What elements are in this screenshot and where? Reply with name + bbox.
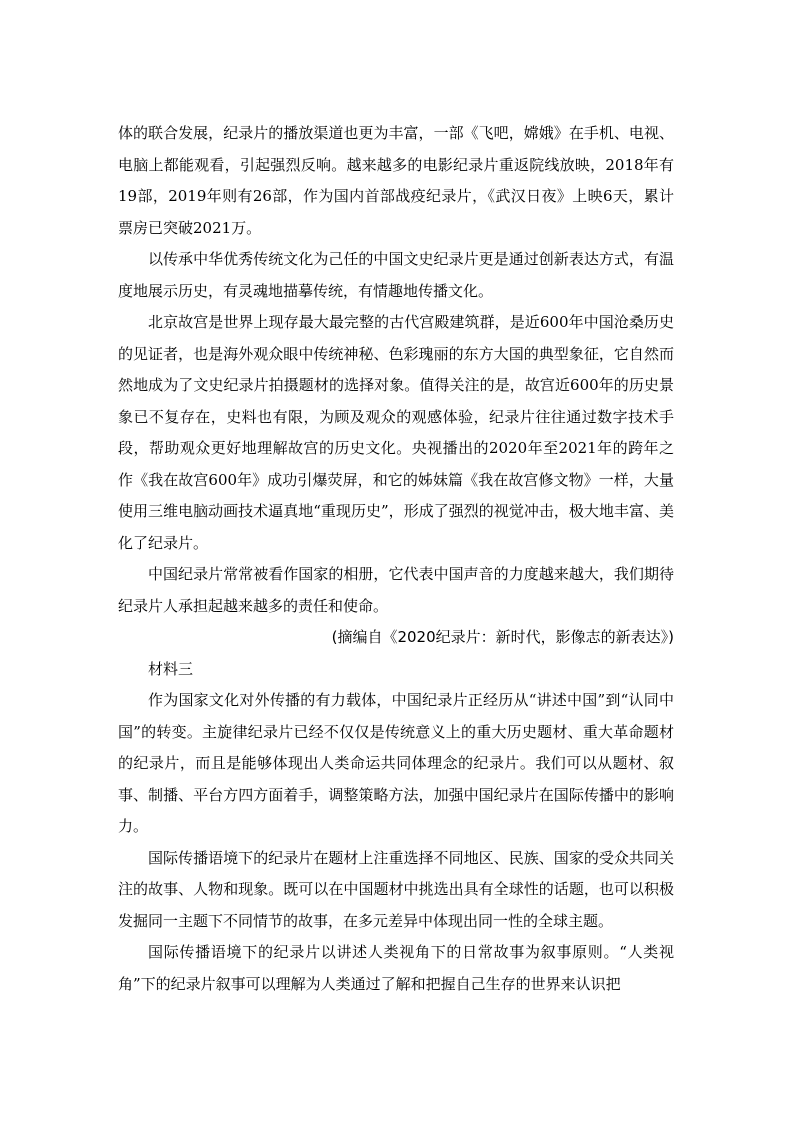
paragraph: 北京故宫是世界上现存最大最完整的古代宫殿建筑群，是近600年中国沧桑历史的见证者，也是海外观众眼中传统神秘、色彩瑰丽的东方大国的典型象征，它自然而然地成为了文史纪录片拍摄题材的选择对象。值得关注的是，故宫近600年的历史景象已不复存在，史料也有限，为顾及观众的观感体验，纪录片往往通过数字技术手段，帮助观众更好地理解故宫的历史文化。央视播出的2020年至2021年的跨年之作《我在故宫600年》成功引爆荧屏，和它的姊妹篇《我在故宫修文物》一样，大量使用三维电脑动画技术逼真地“重现历史”，形成了强烈的视觉冲击，极大地丰富、美化了纪录片。 xyxy=(118,313,674,552)
paragraph: 作为国家文化对外传播的有力载体，中国纪录片正经历从“讲述中国”到“认同中国”的转变。主旋律纪录片已经不仅仅是传统意义上的重大历史题材、重大革命题材的纪录片，而且是能够体现出人类命运共同体理念的纪录片。我们可以从题材、叙事、制播、平台方四方面着手，调整策略方法，加强中国纪录片在国际传播中的影响力。 xyxy=(118,691,674,835)
paragraph: 中国纪录片常常被看作国家的相册，它代表中国声音的力度越来越大，我们期待纪录片人承担起越来越多的责任和使命。 xyxy=(118,565,674,615)
document-body xyxy=(118,118,674,1000)
paragraph: 以传承中华优秀传统文化为己任的中国文史纪录片更是通过创新表达方式，有温度地展示历史，有灵魂地描摹传统，有情趣地传播文化。 xyxy=(118,250,674,300)
paragraph-continued: 体的联合发展，纪录片的播放渠道也更为丰富，一部《飞吧，嫦娥》在手机、电视、电脑上都能观看，引起强烈反响。越来越多的电影纪录片重返院线放映，2018年有19部，2019年则有26部，作为国内首部战疫纪录片，《武汉日夜》上映6天，累计票房已突破2021万。 xyxy=(118,124,674,237)
section-heading: 材料三 xyxy=(148,659,194,678)
source-citation: (摘编自《2020纪录片：新时代，影像志的新表达》) xyxy=(331,628,674,646)
paragraph: 国际传播语境下的纪录片以讲述人类视角下的日常故事为叙事原则。“人类视角”下的纪录片叙事可以理解为人类通过了解和把握自己生存的世界来认识把 xyxy=(118,943,674,993)
paragraph: 国际传播语境下的纪录片在题材上注重选择不同地区、民族、国家的受众共同关注的故事、人物和现象。既可以在中国题材中挑选出具有全球性的话题，也可以积极发掘同一主题下不同情节的故事，在多元差异中体现出同一性的全球主题。 xyxy=(118,848,674,930)
